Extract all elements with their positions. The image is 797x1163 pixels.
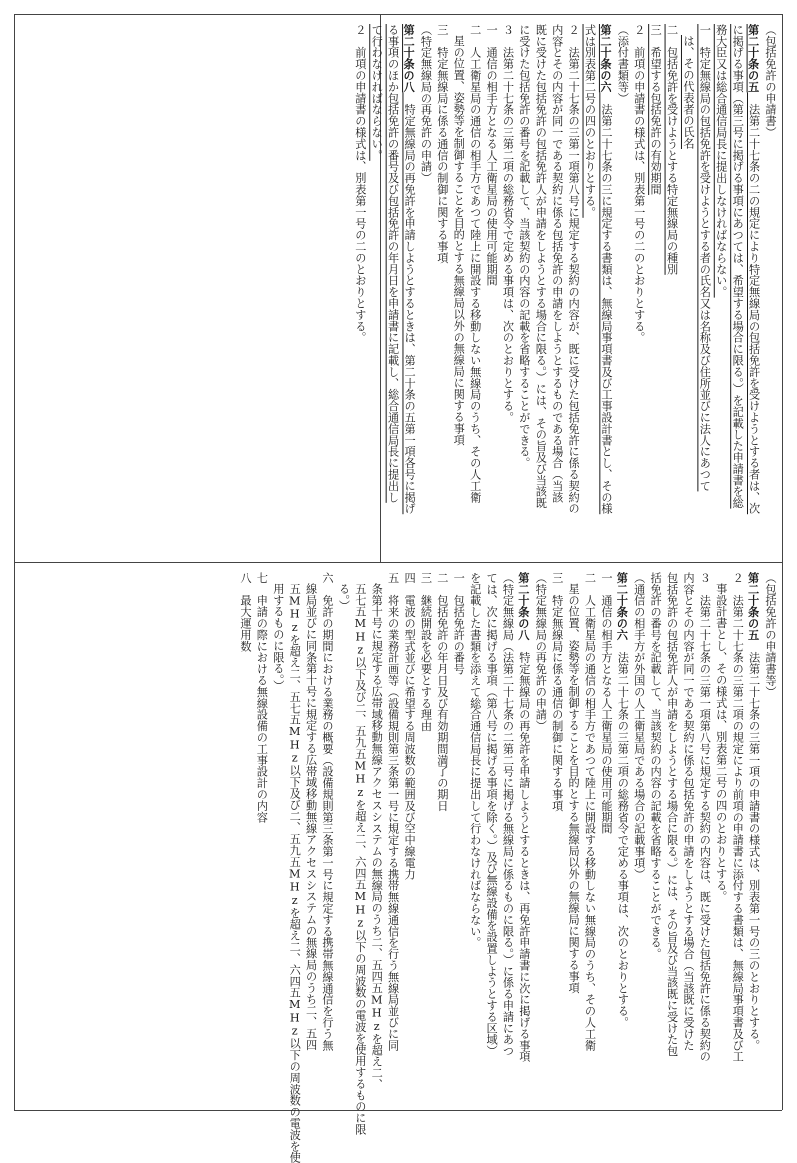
top_right-text-column <box>516 24 532 554</box>
bottom-text-column <box>335 572 351 1113</box>
top_right-text-column <box>680 24 696 565</box>
column-text: 特定無線局の再免許を申請しようとするときは、再免許申請書に次に掲げる事項 <box>517 640 531 1063</box>
column-text: 二 人工衛星局の通信の相手方であつて陸上に開設する移動しない無線局のうち、その人工衛 <box>468 24 482 503</box>
bottom-text-column <box>614 572 630 1102</box>
column-text: 七 申請の際における無線設備の工事設計の内容 <box>255 572 269 823</box>
column-text: ３ 法第二十七条の三第一項第八号に規定する契約の内容は、既に受けた包括免許に係る契約の <box>698 572 712 1063</box>
bottom-text-column <box>286 572 302 1163</box>
top_right-text-column <box>351 24 367 554</box>
column-text: 一 通信の相手方となる人工衛星局の使用可能期間 <box>485 24 499 287</box>
article-number: 第二十条の五 <box>746 24 761 93</box>
bottom-text-column <box>384 572 400 1102</box>
column-text: 内容とその内容が同一である契約に係る包括免許の申請をしようとするものである場合（当該 <box>550 24 564 503</box>
bottom-text-column <box>532 572 548 1102</box>
column-text: 二 人工衛星局の通信の相手方であつて陸上に開設する移動しない無線局のうち、その人工衛 <box>583 572 597 1051</box>
top_right-text-column <box>401 24 417 554</box>
column-text: に掲げる事項（第三号に掲げる事項にあつては、希望する場合に限る。）を記載した申請書を総 <box>731 24 745 509</box>
bottom-text-column <box>466 572 482 1102</box>
top_right-text-column <box>368 24 384 554</box>
column-text: 内容とその内容が同一である契約に係る包括免許の申請をしようとする場合（当該既に受けた <box>681 572 695 1051</box>
column-text: を記載した書類を添えて総合通信局長に提出して行わなければならない。 <box>468 572 482 949</box>
column-text: 法第二十七条の三に規定する書類は、無線局事項書及び工事設計書とし、その様 <box>599 92 613 515</box>
column-text: 星の位置、姿勢等を制御することを目的とする無線局以外の無線局に関する事項 <box>567 583 581 994</box>
bottom-text-column <box>548 572 564 1102</box>
bottom-text-column <box>598 572 614 1102</box>
column-text: 一 特定無線局の包括免許を受けようとする者の氏名又は名称及び住所並びに法人にあつて <box>698 24 712 492</box>
bottom-text-column <box>319 572 335 1102</box>
bottom-text-column <box>762 572 778 1102</box>
column-text: 法第二十七条の三第一項の申請書の様式は、別表第一号の三のとおりとする。 <box>747 640 761 1051</box>
top_right-text-column <box>745 24 761 554</box>
column-text: 用するものに限る。） <box>271 583 285 692</box>
top_right-text-column <box>483 24 499 554</box>
bottom-text-column <box>499 572 515 1102</box>
column-text: は、その代表者の氏名 <box>681 35 695 149</box>
column-text: 条第十号に規定する広帯域移動無線アクセスシステムの無線局のうち二、五四五MHzを超え二、 <box>370 583 384 1090</box>
column-text: ２ 法第二十七条の三第二項の規定により前項の申請書に添付する書類は、無線局事項書及び工 <box>731 572 745 1063</box>
bottom-text-column <box>516 572 532 1102</box>
top_right-text-column <box>647 24 663 554</box>
column-text: る事項のほか包括免許の番号及び包括免許の年月日を申請書に記載し、総合通信局長に提出し <box>386 24 400 503</box>
column-text: 三 特定無線局に係る通信の制御に関する事項 <box>550 572 564 812</box>
column-text: 一 通信の相手方となる人工衛星局の使用可能期間 <box>599 572 613 835</box>
column-text: （包括免許の申請書等） <box>764 572 777 698</box>
bottom-text-column <box>696 572 712 1102</box>
top_right-text-column <box>450 24 466 565</box>
top_right-text-column <box>696 24 712 554</box>
bottom-text-column <box>565 572 581 1113</box>
article-number: 第二十条の八 <box>516 572 531 641</box>
top-rule <box>14 14 782 15</box>
column-text: ては、次に掲げる事項（第八号に掲げる事項を除く。）及び無線設備を設置しようとする区域） <box>485 572 499 1057</box>
top_right-text-column <box>417 24 433 554</box>
bottom-text-column <box>581 572 597 1102</box>
bottom-rule <box>14 1110 782 1111</box>
column-text: 五 将来の業務計画等（設備規則第三条第一号に規定する携帯無線通信を行う無線局並びに同 <box>386 572 400 1051</box>
top_right-text-column <box>384 24 400 554</box>
column-text: （特定無線局（法第二十七条の二第二号に掲げる無線局に係るものに限る。）に係る申請にあつ <box>501 572 515 1057</box>
bottom-text-column <box>253 572 269 1102</box>
column-text: 三 特定無線局に係る通信の制御に関する事項 <box>435 24 449 264</box>
top_right-text-column <box>565 24 581 554</box>
bottom-text-column <box>450 572 466 1102</box>
top-right-text-panel <box>353 24 778 554</box>
left-edge-rule <box>14 14 15 1110</box>
column-text: 務大臣又は総合通信局長に提出しなければならない。 <box>714 24 728 298</box>
column-text: て行わなければならない。 <box>370 24 384 161</box>
article-number: 第二十条の八 <box>402 24 417 93</box>
column-text: 法第二十七条の二の規定により特定無線局の包括免許を受けようとする者は、次 <box>747 92 761 515</box>
column-text: 星の位置、姿勢等を制御することを目的とする無線局以外の無線局に関する事項 <box>452 35 466 446</box>
bottom-text-column <box>483 572 499 1102</box>
column-text: 二 包括免許の年月日及び有効期間満了の期日 <box>435 572 449 812</box>
bottom-text-column <box>368 572 384 1113</box>
column-text: 一 包括免許の番号 <box>452 572 466 675</box>
bottom-text-column <box>647 572 663 1102</box>
column-text: る。） <box>337 583 351 612</box>
bottom-text-column <box>351 572 367 1135</box>
column-text: ２ 前項の申請書の様式は、別表第一号の二のとおりとする。 <box>353 24 367 344</box>
bottom-text-column <box>630 572 646 1102</box>
bottom-text-column <box>433 572 449 1102</box>
column-text: （添付書類等） <box>616 24 630 104</box>
column-text: 事設計書とし、その様式は、別表第二号の四のとおりとする。 <box>714 583 728 903</box>
column-text: （特定無線局の再免許の申請） <box>534 572 548 732</box>
bottom-text-column <box>302 572 318 1113</box>
top_right-text-column <box>729 24 745 554</box>
column-text: 括免許の番号を記載して、当該契約の内容の記載を省略することができる。 <box>649 572 663 960</box>
top_right-text-column <box>762 24 778 554</box>
column-text: ３ 法第二十七条の三第二項の総務省令で定める事項は、次のとおりとする。 <box>501 24 515 423</box>
bottom-text-column <box>663 572 679 1102</box>
top_right-text-column <box>499 24 515 554</box>
article-number: 第二十条の六 <box>598 24 613 93</box>
column-text: 三 継続開設を必要とする理由 <box>419 572 433 732</box>
bottom-text-column <box>237 572 253 1102</box>
column-text: 線局並びに同条第十号に規定する広帯域移動無線アクセスシステムの無線局のうち二、五四 <box>304 583 318 1051</box>
top_right-text-column <box>712 24 728 554</box>
top_right-text-column <box>581 24 597 554</box>
top_right-text-column <box>548 24 564 554</box>
column-text: 五MHzを超え二、五七五MHz以下及び二、五九五MHzを超え二、六四五MHz以下の周波数の電波を使 <box>288 583 302 1163</box>
top_right-text-column <box>614 24 630 554</box>
column-text: 既に受けた包括免許の包括免許人が申請をしようとする場合に限る。）には、その旨及び当該既 <box>534 24 548 509</box>
bottom-text-column <box>729 572 745 1102</box>
column-text: ２ 前項の申請書の様式は、別表第一号の二のとおりとする。 <box>632 24 646 344</box>
column-text: 式は別表第二号の四のとおりとする。 <box>583 24 597 218</box>
bottom-text-column <box>417 572 433 1102</box>
column-text: 包括免許の包括免許人が申請をしようとする場合に限る。）には、その旨及び当該既に受けた包 <box>665 572 679 1057</box>
column-text: 六 免許の期間における業務の概要（設備規則第三条第一号に規定する携帯無線通信を行う無 <box>321 572 335 1051</box>
top_right-text-column <box>433 24 449 554</box>
right-edge-rule <box>782 14 783 1110</box>
article-number: 第二十条の六 <box>615 572 630 641</box>
column-text: 二 包括免許を受けようとする特定無線局の種別 <box>665 24 679 275</box>
top_right-text-column <box>663 24 679 554</box>
middle-rule <box>14 562 782 563</box>
top_right-text-column <box>532 24 548 554</box>
column-text: （包括免許の申請書） <box>764 24 777 138</box>
top_right-text-column <box>466 24 482 554</box>
article-number: 第二十条の五 <box>746 572 761 641</box>
column-text: 法第二十七条の三第二項の総務省令で定める事項は、次のとおりとする。 <box>616 640 630 1029</box>
column-text: に受けた包括免許の番号を記載して、当該契約の内容の記載を省略することができる。 <box>517 24 531 469</box>
bottom-text-column <box>401 572 417 1102</box>
bottom-text-panel <box>18 572 778 1163</box>
column-text: （特定無線局の再免許の申請） <box>419 24 433 184</box>
top_right-text-column <box>630 24 646 554</box>
column-text: 八 最大運用数 <box>239 572 252 652</box>
column-text: ２ 法第二十七条の三第一項第八号に規定する契約の内容が、既に受けた包括免許に係る契約の <box>567 24 581 515</box>
column-text: 三 希望する包括免許の有効期間 <box>649 24 663 195</box>
column-text: 五七五MHz以下及び二、五九五MHzを超え二、六四五MHz以下の周波数の電波を使用するものに限 <box>353 583 367 1135</box>
column-text: （通信の相手方が外国の人工衛星局である場合の記載事項） <box>632 572 646 880</box>
bottom-text-column <box>680 572 696 1102</box>
bottom-text-column <box>712 572 728 1113</box>
column-text: 四 電波の型式並びに希望する周波数の範囲及び空中線電力 <box>403 572 417 880</box>
top_right-text-column <box>598 24 614 554</box>
column-text: 特定無線局の再免許を申請しようとするときは、第二十条の五第一項各号に掲げ <box>403 92 417 515</box>
bottom-text-column <box>269 572 285 1113</box>
bottom-text-column <box>745 572 761 1102</box>
